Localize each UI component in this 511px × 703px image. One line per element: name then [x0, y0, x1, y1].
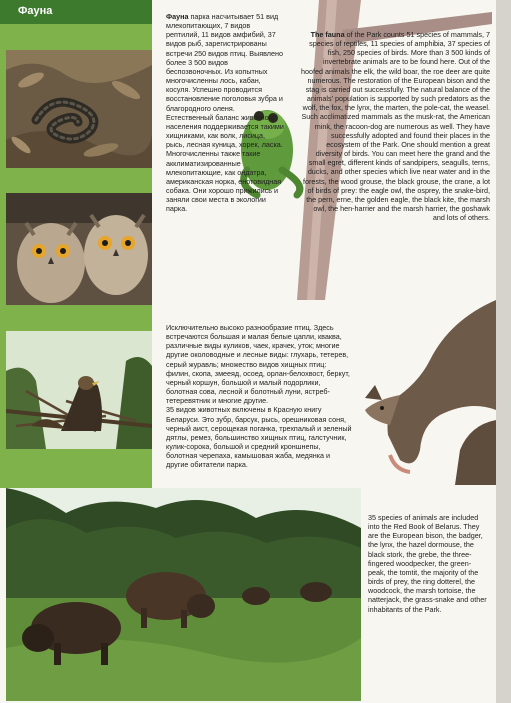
page-spine [496, 0, 511, 703]
en-intro-lead: The fauna [310, 30, 345, 39]
snake-photo [6, 50, 152, 168]
owlets-photo [6, 193, 152, 305]
en-red-book-text: 35 species of animals are included into the Red Book of Belarus. They are the European bison, the badger, the lynx, the hazel dormouse, the black stork, the grebe, the three-fingered woodpecker, the green-peak, the tomtit, the majority of the birds of prey, the ring dotterel, the woodcock, the marsh tortoise, the natterjack, the grass-snake and other inhabitants of the Park. [368, 513, 487, 614]
ru-birds-text [166, 323, 352, 470]
ru-intro-lead: Фауна [166, 12, 189, 21]
wolf-photo [360, 300, 496, 485]
ru-birds-paragraph: Исключительно высоко разнообразие птиц. Здесь встречаются большая и малая белые цапли, кваква, различные виды куликов, чаек, крачек, уток; многие другие околоводные и лесные виды: глухарь, тетерев, серый журавль; множество видов хищных птиц: филин, скопа, змееяд, осоед, орлан-белохвост, беркут, черный коршун, большой и малый подорлики, болотная сова, лесной и болотный луни, ястреб-тетеревятник и многие другие. [166, 323, 350, 406]
ru-red-book-paragraph: 35 видов животных включены в Красную книгу Беларуси. Это зубр, барсук, рысь, орешниковая соня, черный аист, серощекая поганка, трехпалый и зеленый дятлы, ремез, большинство хищных птиц, галстучник, кулик-сорока, большой и средний кроншнепы, болотная черепаха, камышовая жаба, медянка и другие обитатели парка. [166, 405, 352, 470]
eagle-nest-photo [6, 331, 152, 449]
section-tab [0, 0, 152, 24]
bison-photo [6, 488, 361, 701]
en-intro-body: of the Park counts 51 species of mammals, 7 species of reptiles, 11 species of amphibia, 37 species of fish, 250 species of birds. More than 3 500 kinds of invertebrate animals are to be found here. Out of the hoofed animals the elk, the wild boar, the roe deer are quite numerous. The restoration of the European bison and the stag is carried out successfully. The natural balance of the animals' population is supported by such predators as the wolf, the fox, the lynx, the marten, the pole-cat, the weasel. Such acclimatized mammals as the musk-rat, the American mink, the racoon-dog are numerous as well. They have successfully adopted and found their places in the ecosystem of the Park. One should mention a great diversity of birds. You can meet here the grand and the small egret, different kinds of sandpipers, seagulls, terns, ducks, and other species which live near water and in the forests, the wood grouse, the black grouse, the crane, a lot of birds of prey: the eagle owl, the osprey, the snake-bird, the pern, erne, the golden eagle, the black kite, the marsh owl, the hen-harrier and the marsh harrier, the goshawk and lots of others. [301, 30, 490, 223]
section-title: Фауна [18, 5, 53, 17]
ru-intro-text [166, 12, 284, 213]
ru-intro-body: парка насчитывает 51 вид млекопитающих, 7 видов рептилий, 11 видов амфибий, 37 видов рыб, зарегистрированы встречи 250 видов птиц. Выявлено более 3 500 видов беспозвоночных. Из копытных многочисленны лось, кабан, косуля. Успешно проводится восстановление поголовья зубра и благородного оленя. Естественный баланс животного населения поддерживается такими хищниками, как волк, лисица, рысь, лесная куница, хорек, ласка. Многочисленны также такие акклиматизированные млекопитающие, как ондатра, американская норка, енотовидная собака. Они хорошо прижились и заняли свои места в экологии парка. [166, 12, 284, 214]
en-intro-text [300, 30, 490, 222]
